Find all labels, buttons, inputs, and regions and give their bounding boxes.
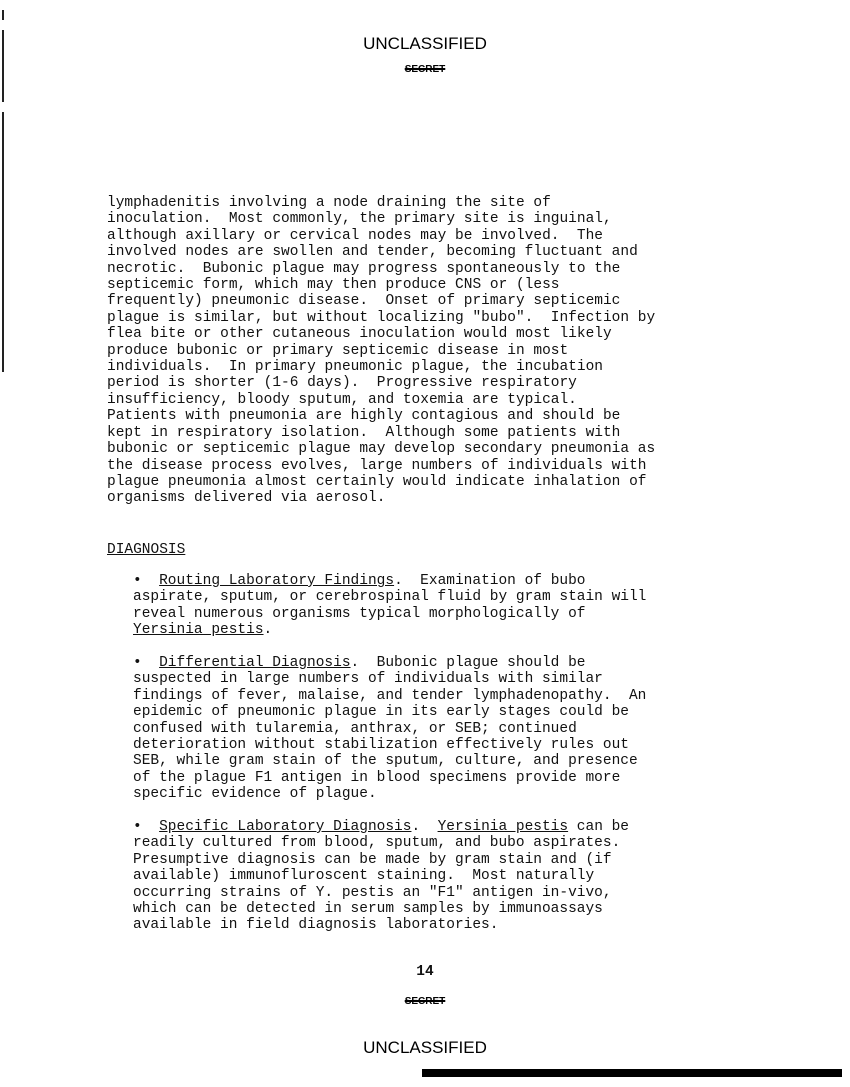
bullet-title: Routing Laboratory Findings (159, 573, 395, 589)
bullet-text: can be readily cultured from blood, sputum, and bubo aspirates. Presumptive diagnosis can be made by gram stain and (if available) immunofluroscent staining. Most naturally occurring strains of Y. pestis an "F1" antigen in-vivo, which can be detected in serum samples by immunoassays available in field diagnosis laboratories. (133, 819, 630, 934)
scan-edge-mark (2, 10, 4, 20)
bullet-text: . Examination of bubo aspirate, sputum, or cerebrospinal fluid by gram stain will reveal numerous organisms typical morphologically of (133, 573, 647, 622)
bullet-routine-laboratory-findings (133, 573, 753, 639)
struck-secret-marking-bottom: SECRET (404, 996, 446, 1007)
bullet-symbol: • (133, 655, 142, 671)
bullet-title: Differential Diagnosis (159, 655, 351, 671)
struck-secret-marking-top: SECRET (404, 64, 446, 75)
scan-edge-mark (2, 112, 4, 372)
bullet-symbol: • (133, 573, 142, 589)
bullet-title: Specific Laboratory Diagnosis (159, 819, 412, 835)
bullet-symbol: • (133, 819, 142, 835)
bullet-differential-diagnosis (133, 655, 753, 803)
classification-header: UNCLASSIFIED (363, 34, 487, 53)
section-heading-diagnosis: DIAGNOSIS (107, 542, 186, 558)
organism-name: Yersinia pestis (133, 622, 264, 639)
bullet-separator: . (411, 819, 438, 835)
bullet-tail: . (263, 622, 273, 639)
page-number: 14 (416, 964, 434, 980)
classification-footer: UNCLASSIFIED (363, 1038, 487, 1057)
bullet-text: . Bubonic plague should be suspected in large numbers of individuals with similar findings of fever, malaise, and tender lymphadenopathy. An epidemic of pneumonic plague in its early stages could be confused with tularemia, anthrax, or SEB; continued deterioration without stabilization effectively rules out SEB, while gram stain of the sputum, culture, and presence of the plague F1 antigen in blood specimens provide more specific evidence of plague. (133, 655, 647, 803)
body-paragraph: lymphadenitis involving a node draining the site of inoculation. Most commonly, the primary site is inguinal, although axillary or cervical nodes may be involved. The involved nodes are swollen and tender, becoming fluctuant and necrotic. Bubonic plague may progress spontaneously to the septicemic form, which may then produce CNS or (less frequently) pneumonic disease. Onset of primary septicemic plague is similar, but without localizing "bubo". Infection by flea bite or other cutaneous inoculation would most likely produce bubonic or primary septicemic disease in most individuals. In primary pneumonic plague, the incubation period is shorter (1-6 days). Progressive respiratory insufficiency, bloody sputum, and toxemia are typical. Patients with pneumonia are highly contagious and should be kept in respiratory isolation. Although some patients with bubonic or septicemic plague may develop secondary pneumonia as the disease process evolves, large numbers of individuals with plague pneumonia almost certainly would indicate inhalation of organisms delivered via aerosol. (107, 195, 656, 507)
bullet-specific-laboratory-diagnosis (133, 819, 753, 934)
footer-rule (422, 1069, 842, 1077)
organism-name: Yersinia pestis (437, 819, 569, 835)
